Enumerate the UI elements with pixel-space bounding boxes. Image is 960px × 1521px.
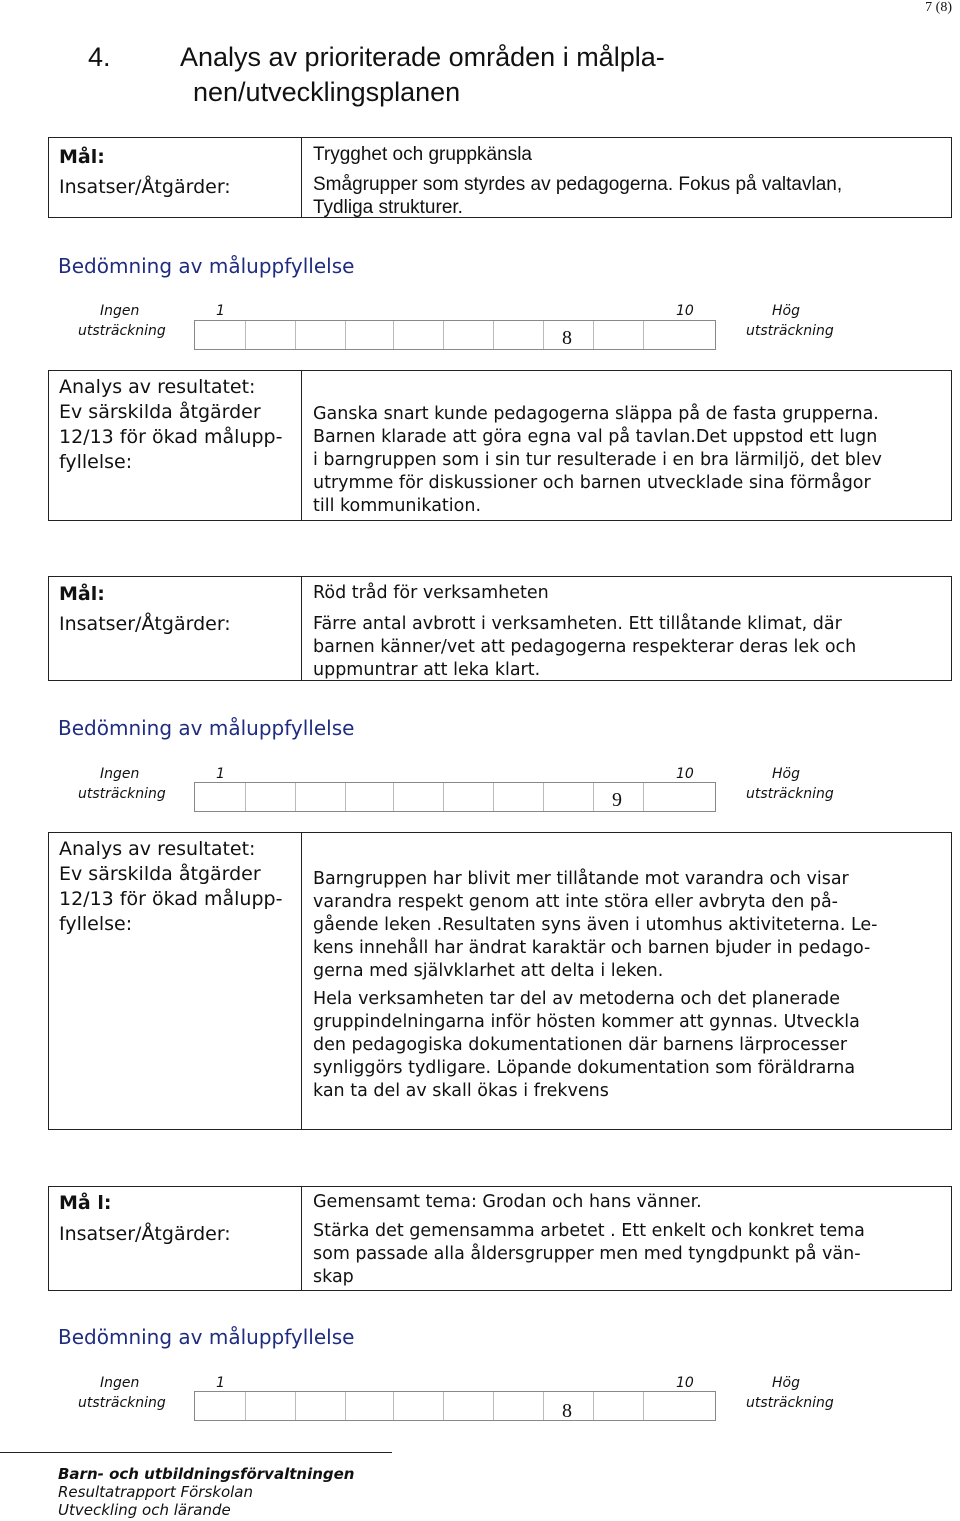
analysis-text-2: Hela verksamheten tar del av metoderna och det planerade gruppindelningarna inför hösten kommer att gynnas. Utveckla den pedagogiska dokumentationen där barnens lärprocesser synliggörs tydligare. Löpande dokumentation som föräldrarna kan ta del av skall ökas i frekvens xyxy=(313,989,860,1101)
scale-low-label: Ingen xyxy=(100,1375,140,1391)
page-number: 7 (8) xyxy=(925,0,952,15)
analysis-text: Barngruppen har blivit mer tillåtande mot varandra och visar varandra respekt genom att inte störa eller avbryta den på- gående leken .Resultaten syns även i utomhus aktiviteterna. Le- kens innehåll har ändrat karaktär och barnen bjuder in pedago- gerna med självklarhet att delta i leken. xyxy=(313,869,878,981)
scale-high-label: Hög xyxy=(772,1375,800,1391)
scale-low-label-2: utsträckning xyxy=(78,1395,166,1411)
actions-label: Insatser/Åtgärder: xyxy=(59,176,231,198)
section-heading xyxy=(88,40,665,110)
analysis-label: Analys av resultatet: Ev särskilda åtgärder 12/13 för ökad målupp- fyllelse: xyxy=(59,838,283,935)
actions-text: Stärka det gemensamma arbetet . Ett enkelt och konkret tema som passade alla åldersgrupper men med tyngdpunkt på vän- skap xyxy=(313,1221,865,1287)
scale-high-label: Hög xyxy=(772,303,800,319)
analysis-box-2 xyxy=(48,832,952,1130)
rating-scale-2 xyxy=(78,766,838,814)
goal-label: Må l: xyxy=(59,1192,112,1214)
scale-max: 10 xyxy=(676,766,694,782)
scale-max: 10 xyxy=(676,303,694,319)
scale-max: 10 xyxy=(676,1375,694,1391)
actions-label: Insatser/Åtgärder: xyxy=(59,1223,231,1245)
score-value: 8 xyxy=(562,1400,572,1422)
actions-label: Insatser/Åtgärder: xyxy=(59,613,231,635)
heading-line-1: Analys av prioriterade områden i målpla- xyxy=(180,42,665,72)
scale-min: 1 xyxy=(216,303,225,319)
scale-box xyxy=(194,320,716,350)
scale-high-label-2: utsträckning xyxy=(746,1395,834,1411)
scale-high-label-2: utsträckning xyxy=(746,323,834,339)
assessment-title: Bedömning av måluppfyllelse xyxy=(58,1325,355,1349)
scale-high-label: Hög xyxy=(772,766,800,782)
goal-label: Mål: xyxy=(59,146,105,168)
footer-report: Resultatrapport Förskolan xyxy=(58,1483,254,1501)
goal-box-3 xyxy=(48,1186,952,1291)
footer-section: Utveckling och lärande xyxy=(58,1501,231,1519)
goal-label: Mål: xyxy=(59,583,105,605)
analysis-box-1 xyxy=(48,370,952,521)
assessment-title: Bedömning av måluppfyllelse xyxy=(58,254,355,278)
goal-text: Röd tråd för verksamheten xyxy=(313,583,549,603)
analysis-text: Ganska snart kunde pedagogerna släppa på de fasta grupperna. Barnen klarade att göra egna val på tavlan.Det uppstod ett lugn i barngruppen som i sin tur resulterade i en bra lärmiljö, det blev utrymme för diskussioner och barnen utvecklade sina förmågor till kommunikation. xyxy=(313,404,882,516)
scale-low-label-2: utsträckning xyxy=(78,323,166,339)
goal-box-1 xyxy=(48,137,952,218)
scale-high-label-2: utsträckning xyxy=(746,786,834,802)
scale-low-label-2: utsträckning xyxy=(78,786,166,802)
rating-scale-1 xyxy=(78,303,838,351)
footer-divider xyxy=(0,1452,392,1453)
scale-min: 1 xyxy=(216,766,225,782)
scale-box xyxy=(194,782,716,812)
score-value: 9 xyxy=(612,789,622,811)
scale-low-label: Ingen xyxy=(100,303,140,319)
scale-box xyxy=(194,1391,716,1421)
actions-text: Färre antal avbrott i verksamheten. Ett tillåtande klimat, där barnen känner/vet att pedagogerna respekterar deras lek och uppmuntrar att leka klart. xyxy=(313,614,857,680)
heading-line-2: nen/utvecklingsplanen xyxy=(193,77,461,107)
rating-scale-3 xyxy=(78,1375,838,1423)
analysis-label: Analys av resultatet: Ev särskilda åtgärder 12/13 för ökad målupp- fyllelse: xyxy=(59,376,283,473)
goal-box-2 xyxy=(48,576,952,681)
goal-text: Gemensamt tema: Grodan och hans vänner. xyxy=(313,1192,702,1212)
heading-number: 4. xyxy=(88,42,111,72)
actions-text: Smågrupper som styrdes av pedagogerna. Fokus på valtavlan, Tydliga strukturer. xyxy=(313,174,843,218)
footer-org: Barn- och utbildningsförvaltningen xyxy=(58,1465,355,1483)
goal-text: Trygghet och gruppkänsla xyxy=(313,144,532,165)
scale-min: 1 xyxy=(216,1375,225,1391)
assessment-title: Bedömning av måluppfyllelse xyxy=(58,716,355,740)
score-value: 8 xyxy=(562,327,572,349)
scale-low-label: Ingen xyxy=(100,766,140,782)
